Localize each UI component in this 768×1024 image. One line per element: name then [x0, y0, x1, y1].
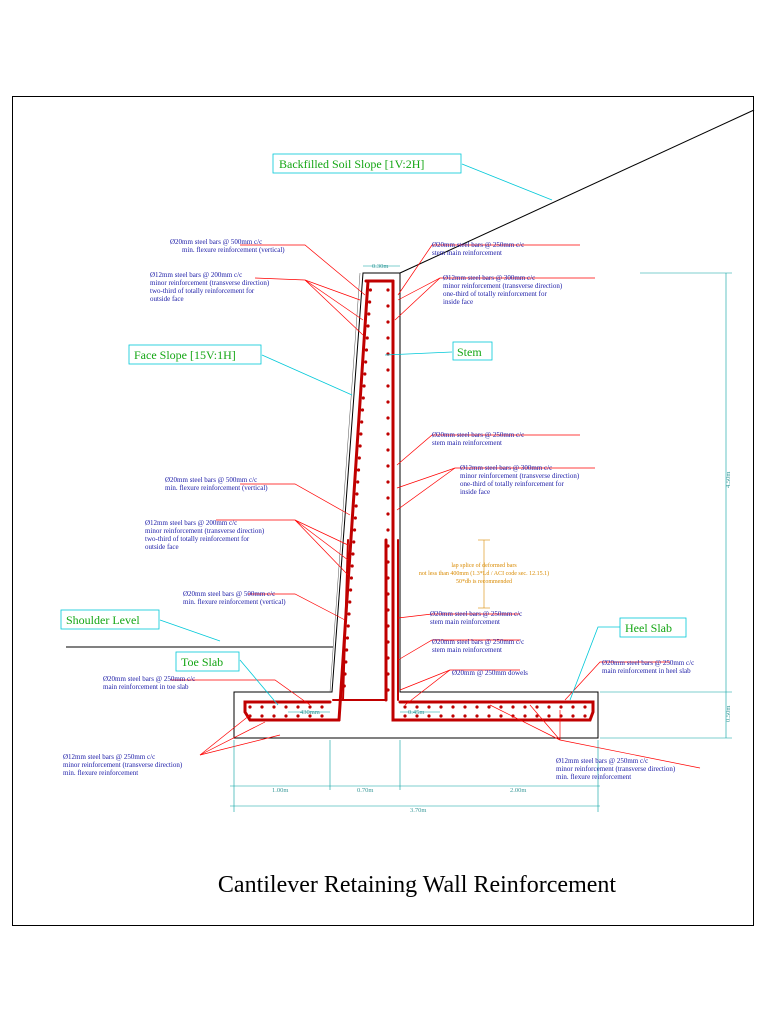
label-shoulder-group: [61, 610, 159, 629]
label-backfill-group: [273, 154, 461, 173]
rebar-dot: [366, 336, 369, 339]
shoulder-level-label: Shoulder Level: [66, 613, 140, 627]
rebar-dot: [366, 324, 369, 327]
note-leaders: [170, 245, 700, 768]
rebar-dot: [260, 705, 263, 708]
backfill-slope-label: Backfilled Soil Slope [1V:2H]: [279, 157, 425, 171]
rebar-dot: [368, 300, 371, 303]
rebar-dot: [347, 612, 350, 615]
rebar-dot: [403, 705, 406, 708]
rebar-dot: [355, 492, 358, 495]
rebar-dot: [386, 368, 389, 371]
note-3: Ø20mm steel bars @ 250mm c/c stem main reinforcement: [432, 241, 525, 257]
rebar-dot: [386, 496, 389, 499]
rebar-dot: [360, 420, 363, 423]
rebar-dot: [284, 714, 287, 717]
rebar-dot: [359, 444, 362, 447]
rebar-dot: [547, 714, 550, 717]
rebar-dot: [386, 288, 389, 291]
rebar-dot: [350, 576, 353, 579]
label-face-group: [129, 345, 261, 364]
note-4: Ø12mm steel bars @ 300mm c/c minor reinforcement (transverse direction) one-third of totally reinforcement for inside face: [443, 274, 563, 306]
heel-slab-label: Heel Slab: [625, 621, 672, 635]
rebar-dot: [349, 588, 352, 591]
dim-stem-base: 0.70m: [357, 787, 374, 794]
rebar-dot: [272, 714, 275, 717]
wall-outline: [234, 273, 598, 738]
rebar-dot: [386, 480, 389, 483]
rebar-dot: [284, 705, 287, 708]
note-12: Ø20mm @ 250mm dowels: [452, 669, 528, 677]
note-5: Ø20mm steel bars @ 250mm c/c stem main reinforcement: [432, 431, 525, 447]
rebar-dot: [386, 576, 389, 579]
rebar-dot: [386, 544, 389, 547]
outer-lap-bar: [343, 540, 348, 700]
rebar-dot: [439, 714, 442, 717]
rebar-dot: [351, 564, 354, 567]
rebar-dot: [571, 714, 574, 717]
rebar-dot: [386, 384, 389, 387]
stem-outer-bar: [339, 281, 368, 720]
face-slope-label: Face Slope [15V:1H]: [134, 348, 236, 362]
rebar-dot: [364, 360, 367, 363]
rebar-dot: [359, 432, 362, 435]
note-7: Ø20mm steel bars @ 500mm c/c min. flexure reinforcement (vertical): [165, 476, 268, 492]
rebar-dot: [351, 552, 354, 555]
rebar-dot: [463, 714, 466, 717]
rebar-dot: [386, 304, 389, 307]
rebar-dot: [320, 714, 323, 717]
rebar-dot: [320, 705, 323, 708]
rebar-dot: [386, 608, 389, 611]
dim-height: 4.50m: [725, 471, 732, 488]
note-11: Ø20mm steel bars @ 250mm c/c stem main reinforcement: [432, 638, 525, 654]
toe-slab-label: Toe Slab: [181, 655, 224, 669]
note-8: Ø12mm steel bars @ 200mm c/c minor reinforcement (transverse direction) two-third of totally reinforcement for outside face: [145, 519, 265, 551]
rebar-dot: [347, 624, 350, 627]
rebar-dot: [487, 705, 490, 708]
rebar-dot: [386, 640, 389, 643]
rebar-dot: [345, 648, 348, 651]
rebar-dot: [386, 464, 389, 467]
rebar-dot: [248, 705, 251, 708]
rebar-dot: [343, 672, 346, 675]
rebar-dot: [511, 705, 514, 708]
rebar-dot: [535, 705, 538, 708]
rebar-dot: [427, 705, 430, 708]
dim-heel-dev: 0.45m: [408, 709, 425, 716]
rebar-dot: [361, 408, 364, 411]
rebar-dot: [369, 288, 372, 291]
rebar-dot: [523, 705, 526, 708]
rebar-dot: [427, 714, 430, 717]
rebar-dot: [386, 592, 389, 595]
stem-inner-bar: [393, 281, 593, 720]
rebar-dot: [475, 705, 478, 708]
rebar-dot: [559, 705, 562, 708]
rebar-dot: [386, 624, 389, 627]
rebar-dot: [386, 512, 389, 515]
rebar-dot: [499, 705, 502, 708]
rebar-dot: [356, 480, 359, 483]
rebar-dot: [386, 672, 389, 675]
rebar-dot: [386, 320, 389, 323]
note-1: Ø20mm steel bars @ 500mm c/c min. flexure reinforcement (vertical): [170, 238, 285, 254]
rebar-dot: [358, 456, 361, 459]
rebar-dot: [386, 656, 389, 659]
rebar-dot: [260, 714, 263, 717]
note-2: Ø12mm steel bars @ 200mm c/c minor reinforcement (transverse direction) two-third of totally reinforcement for outside face: [150, 271, 270, 303]
note-9: Ø20mm steel bars @ 500mm c/c min. flexure reinforcement (vertical): [183, 590, 286, 606]
label-toe-group: [176, 652, 239, 671]
dim-heel: 2.00m: [510, 787, 527, 794]
rebar-dot: [547, 705, 550, 708]
rebar-dot: [363, 372, 366, 375]
note-14: Ø20mm steel bars @ 250mm c/c main reinforcement in heel slab: [602, 659, 695, 675]
rebar-dot: [571, 705, 574, 708]
rebar-dot: [386, 432, 389, 435]
rebar-dot: [463, 705, 466, 708]
note-13: Ø20mm steel bars @ 250mm c/c main reinforcement in toe slab: [103, 675, 196, 691]
rebar-dot: [386, 416, 389, 419]
rebar-dot: [367, 312, 370, 315]
toe-bar: [245, 702, 339, 720]
rebar-dot: [386, 448, 389, 451]
rebar-group: [245, 281, 593, 720]
rebar-dot: [386, 528, 389, 531]
transverse-bar-dots: [248, 288, 586, 717]
lap-splice-note: lap splice of deformed bars not less than 400mm (1.3*Ld / ACI code sec. 12.15.1) 50*db is recommended: [418, 563, 550, 585]
rebar-dot: [451, 714, 454, 717]
rebar-dot: [451, 705, 454, 708]
dim-base-thickness: 0.50m: [725, 705, 732, 722]
note-15: Ø12mm steel bars @ 250mm c/c minor reinforcement (transverse direction) min. flexure reinforcement: [63, 753, 183, 777]
rebar-dot: [352, 540, 355, 543]
rebar-dot: [355, 504, 358, 507]
note-10: Ø20mm steel bars @ 250mm c/c stem main reinforcement: [430, 610, 523, 626]
note-6: Ø12mm steel bars @ 300mm c/c minor reinforcement (transverse direction) one-third of totally reinforcement for inside face: [460, 464, 580, 496]
label-stem-group: [453, 342, 492, 360]
rebar-dot: [583, 714, 586, 717]
rebar-dot: [523, 714, 526, 717]
dim-toe-dev: 430mm: [300, 709, 320, 716]
rebar-dot: [353, 528, 356, 531]
rebar-dot: [346, 636, 349, 639]
stem-label: Stem: [457, 345, 482, 359]
rebar-dot: [475, 714, 478, 717]
rebar-dot: [343, 684, 346, 687]
label-heel-group: [620, 618, 686, 637]
rebar-dot: [365, 348, 368, 351]
diagram-title: Cantilever Retaining Wall Reinforcement: [217, 872, 617, 898]
rebar-dot: [386, 336, 389, 339]
rebar-dot: [362, 384, 365, 387]
rebar-dot: [386, 400, 389, 403]
dim-total: 3.70m: [410, 807, 427, 814]
rebar-dot: [362, 396, 365, 399]
rebar-dot: [439, 705, 442, 708]
rebar-dot: [272, 705, 275, 708]
note-16: Ø12mm steel bars @ 250mm c/c minor reinforcement (transverse direction) min. flexure reinforcement: [556, 757, 676, 781]
rebar-dot: [499, 714, 502, 717]
rebar-dot: [357, 468, 360, 471]
rebar-dot: [344, 660, 347, 663]
rebar-dot: [583, 705, 586, 708]
dim-toe: 1.00m: [272, 787, 289, 794]
rebar-dot: [386, 688, 389, 691]
rebar-dot: [403, 714, 406, 717]
dim-top-width: 0.30m: [372, 263, 389, 270]
rebar-dot: [354, 516, 357, 519]
rebar-dot: [487, 714, 490, 717]
rebar-dot: [348, 600, 351, 603]
rebar-dot: [386, 560, 389, 563]
